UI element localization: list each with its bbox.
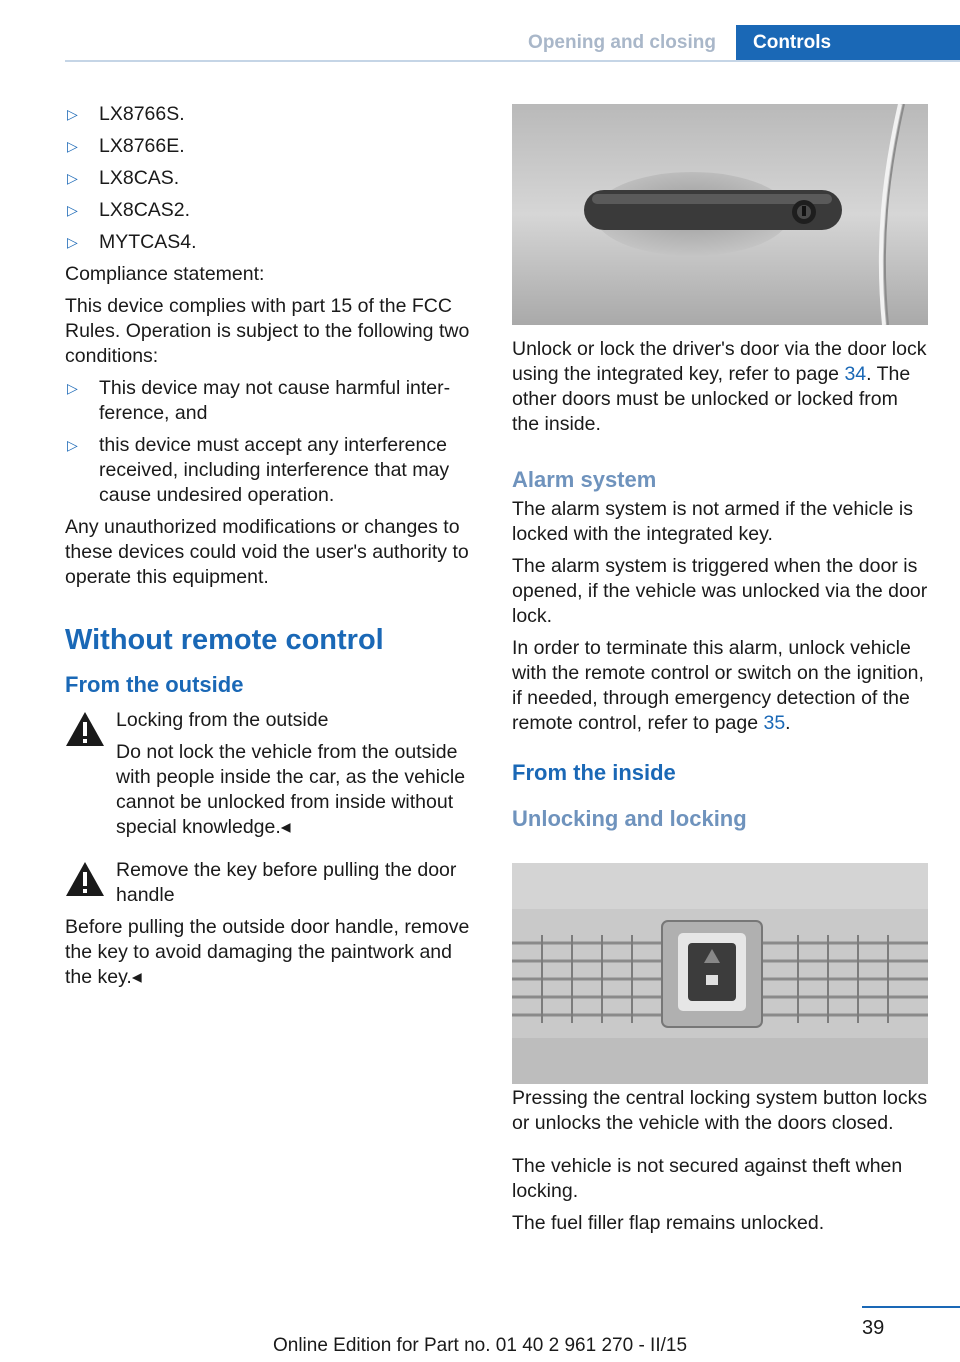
- header-divider: [65, 60, 960, 62]
- left-column: [65, 102, 483, 990]
- warning-triangle-icon: [65, 861, 105, 897]
- page-link-35[interactable]: 35: [763, 712, 786, 734]
- bullet-triangle-icon: ▷: [67, 202, 78, 218]
- compliance-label: Compliance statement:: [65, 263, 265, 285]
- section-heading: Without remote control: [65, 624, 384, 656]
- image-spacer: [512, 836, 930, 1086]
- model-name: LX8766S.: [99, 103, 185, 125]
- condition-text: This device may not cause harmful interference, and: [99, 377, 451, 424]
- bullet-triangle-icon: ▷: [67, 234, 78, 250]
- unlock-text: Unlock or lock the driver's door via the door lock using the integrated key, refer to page: [512, 338, 927, 385]
- warning-body: Do not lock the vehicle from the outside with people inside the car, as the vehicle cannot be unlocked from inside without special knowledge.◂: [116, 741, 466, 838]
- unlock-text-end: . The other doors must be unlocked or locked from the inside.: [512, 363, 911, 435]
- edition-footer: Online Edition for Part no. 01 40 2 961 270 - II/15: [272, 1335, 688, 1356]
- bullet-triangle-icon: ▷: [67, 138, 78, 154]
- model-name: LX8CAS.: [99, 167, 180, 189]
- warning-body: Before pulling the outside door handle, remove the key to avoid damaging the paintwork and the key.◂: [65, 916, 470, 988]
- warning-title: Locking from the outside: [116, 709, 329, 731]
- bullet-triangle-icon: ▷: [67, 106, 78, 122]
- model-list-item: [65, 134, 483, 159]
- alarm-paragraph: The alarm system is not armed if the vehicle is locked with the integrated key.: [512, 498, 913, 545]
- alarm-terminate-end: .: [785, 712, 791, 734]
- model-list-item: [65, 198, 483, 223]
- alarm-terminate-text: In order to terminate this alarm, unlock vehicle with the remote control or switch on the ignition, if needed, through emergency detection of the remote control, refer to page: [512, 637, 924, 734]
- page-number: 39: [862, 1317, 885, 1339]
- bullet-triangle-icon: ▷: [67, 170, 78, 186]
- bullet-triangle-icon: ▷: [67, 437, 78, 453]
- model-list-item: [65, 166, 483, 191]
- unlock-paragraph: [512, 337, 930, 437]
- model-name: LX8CAS2.: [99, 199, 191, 221]
- condition-list-item: [65, 433, 483, 508]
- model-name: MYTCAS4.: [99, 231, 197, 253]
- door-handle-image: [512, 104, 928, 325]
- footer-divider: [862, 1306, 960, 1308]
- condition-text: this device must accept any interference received, including interference that may cause undesired operation.: [99, 434, 450, 506]
- modifications-text: Any unauthorized modifications or changes to these devices could void the user's authority to operate this equipment.: [65, 516, 469, 588]
- page-link-34[interactable]: 34: [844, 363, 867, 385]
- unlocking-heading: Unlocking and locking: [512, 806, 747, 831]
- theft-paragraph: The vehicle is not secured against theft when locking.: [512, 1155, 903, 1202]
- model-list-item: [65, 102, 483, 127]
- model-name: LX8766E.: [99, 135, 185, 157]
- bullet-triangle-icon: ▷: [67, 380, 78, 396]
- central-locking-paragraph: Pressing the central locking system button locks or unlocks the vehicle with the doors closed.: [512, 1087, 928, 1134]
- alarm-paragraph: [512, 636, 930, 736]
- warning-block: [65, 708, 483, 840]
- model-list-item: [65, 230, 483, 255]
- compliance-text: This device complies with part 15 of the FCC Rules. Operation is subject to the following two conditions:: [65, 295, 470, 367]
- header-chapter-tab: Controls: [736, 25, 960, 61]
- fuel-paragraph: The fuel filler flap remains unlocked.: [512, 1212, 825, 1234]
- warning-title: Remove the key before pulling the door handle: [116, 859, 457, 906]
- warning-triangle-icon: [65, 711, 105, 747]
- header-section-tab: Opening and closing: [508, 25, 736, 61]
- alarm-paragraph: The alarm system is triggered when the door is opened, if the vehicle was unlocked via the door lock.: [512, 555, 928, 627]
- right-column: [512, 337, 930, 1243]
- subsection-heading: From the outside: [65, 672, 244, 697]
- inside-heading: From the inside: [512, 760, 676, 785]
- alarm-heading: Alarm system: [512, 467, 657, 492]
- condition-list-item: [65, 376, 483, 426]
- warning-block: [65, 858, 483, 990]
